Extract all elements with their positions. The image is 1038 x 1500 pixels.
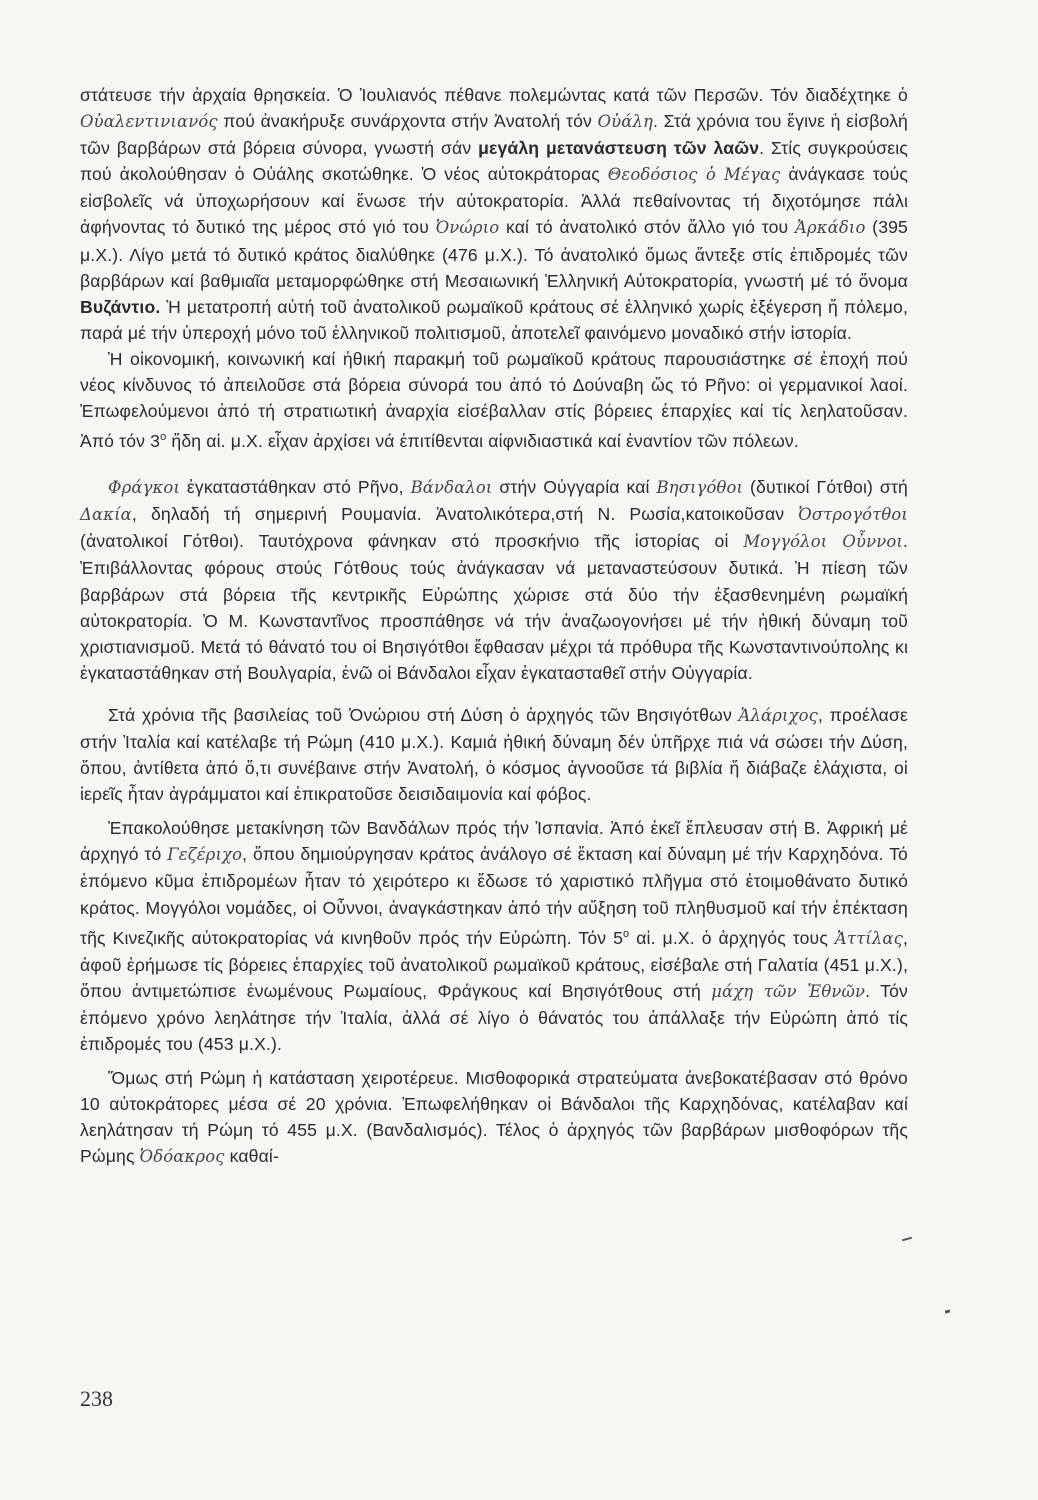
italic-term: Βάνδαλοι <box>410 478 493 498</box>
text-run: , ἀφοῦ ἐρήμωσε τίς βόρειες ἐπαρχίες τοῦ ἀνατολικοῦ ρωμαϊκοῦ κράτους, εἰσέβαλε στή Γαλατία (451 μ.Χ.), ὅπου ἀντιμετώπισε ἑνωμένους Ρωμαίους, Φράγκους καί Βησιγότθους στή <box>80 927 909 1001</box>
bold-term: Βυζάντιο. <box>80 296 161 317</box>
text-run: Στά χρόνια τῆς βασιλείας τοῦ Ὀνώριου στή Δύση ὁ ἀρχηγός τῶν Βησιγότθων <box>108 704 739 725</box>
text-run: (ἀνατολικοί Γότθοι). Ταυτόχρονα φάνηκαν στό προσκήνιο τῆς ἱστορίας οἱ <box>80 531 744 552</box>
bold-term: μεγάλη μετανάστευση τῶν λαῶν <box>478 138 760 159</box>
text-run: Ἡ οἰκονομική, κοινωνική καί ἠθική παρακμή τοῦ ρωμαϊκοῦ κράτους παρουσιάστηκε σέ ἐποχή πού νέος κίνδυνος τό ἀπειλοῦσε στά βόρεια σύνορά του ἀπό τό Δούναβη ὥς τό Ρῆνο: οἱ γερμανικοί λαοί. Ἐπωφελούμενοι ἀπό τή στρατιωτική ἀναρχία εἰσέβαλλαν στίς βόρειες ἐπαρχίες καί τίς λεηλατοῦσαν. Ἀπό τόν 3 <box>80 348 908 452</box>
text-run: , ὅπου δημιούργησαν κράτος ἀνάλογο σέ ἔκταση καί δύναμη μέ τήν Καρχηδόνα. Τό ἑπόμενο κῦμα ἐπιδρομέων ἦταν τό χειρότερο κι ἔδωσε τό χαριστικό πλῆγμα στό ἑτοιμοθάνατο δυτικό κράτος. Μογγόλοι νομάδες, οἱ Οὖννοι, ἀναγκάστηκαν ἀπό τήν αὔξηση τοῦ πληθυσμοῦ καί τήν ἐπέκταση τῆς Κινεζικῆς αὐτοκρατορίας νά κινηθοῦν πρός τήν Εὐρώπη. Τόν 5 <box>80 844 908 948</box>
text-run: Ἡ μετατροπή αὐτή τοῦ ἀνατολικοῦ ρωμαϊκοῦ κράτους σέ ἑλληνικό χωρίς ἐξέγερση ἤ πόλεμο, παρά μέ τήν ὑπεροχή μόνο τοῦ ἑλληνικοῦ πολιτισμοῦ, ἀποτελεῖ φαινόμενο μοναδικό στήν ἱστορία. <box>80 296 908 343</box>
italic-term: Φράγκοι <box>108 478 181 498</box>
text-run: πού ἀνακήρυξε συνάρχοντα στήν Ἀνατολή τόν <box>217 111 598 132</box>
italic-term: Οὐαλεντινιανός <box>80 112 218 132</box>
italic-term: Ἀρκάδιο <box>794 218 866 238</box>
paragraph <box>80 1065 908 1170</box>
italic-term: Ὀδόακρος <box>139 1147 225 1167</box>
italic-term: Γεζέριχο <box>167 845 243 865</box>
italic-term: Ὀνώριο <box>435 218 500 238</box>
paragraph <box>80 815 908 1057</box>
italic-term: Οὐάλη <box>597 112 654 132</box>
text-run: στάτευσε τήν ἀρχαία θρησκεία. Ὁ Ἰουλιανός πέθανε πολεμώντας κατά τῶν Περσῶν. Τόν διαδέχτηκε ὁ <box>80 85 908 105</box>
italic-term: Δακία <box>80 505 132 525</box>
italic-term: Ἀττίλας <box>834 928 903 948</box>
text-run: . Ἐπιβάλλοντας φόρους στούς Γότθους τούς ἀνάγκασαν νά μεταναστεύσουν δυτικά. Ἡ πίεση τῶν βαρβάρων στά βόρεια τῆς κεντρικῆς Εὐρώπης χώρισε στά δύο τήν ἐξασθενημένη ρωμαϊκή αὐτοκρατορία. Ὁ Μ. Κωνσταντῖνος προσπάθησε νά τήν ἀναζωογονήσει μέ τήν ἠθική δύναμη τοῦ χριστιανισμοῦ. Μετά τό θάνατό του οἱ Βησιγότθοι ἔφθασαν μέχρι τά πρόθυρα τῆς Κωνσταντινούπολης κι ἐγκαταστάθηκαν στή Βουλγαρία, ἐνῶ οἱ Βάνδαλοι εἶχαν ἐγκατασταθεῖ στήν Οὐγγαρία. <box>80 531 908 683</box>
text-run: ἐγκαταστάθηκαν στό Ρῆνο, <box>180 477 411 498</box>
scan-mark <box>902 1237 912 1242</box>
text-run: . Στά χρόνια του ἔγινε ἡ εἰσβολή τῶν βαρβάρων στά βόρεια σύνορα, γνωστή σάν <box>80 111 908 159</box>
scan-mark <box>945 1309 951 1313</box>
italic-term: Ὀστρογότθοι <box>798 505 908 525</box>
text-run: . Τόν ἑπόμενο χρόνο λεηλάτησε τήν Ἰταλία, ἀλλά σέ λίγο ὁ θάνατός του ἀπάλλαξε τήν Εὐρώπη ἀπό τίς ἐπιδρομές του (453 μ.Χ.). <box>80 980 908 1054</box>
text-run: καθαί- <box>224 1146 279 1167</box>
paragraph <box>80 82 908 346</box>
text-run: καί τό ἀνατολικό στόν ἄλλο γιό του <box>499 217 795 238</box>
text-run: (395 μ.Χ.). Λίγο μετά τό δυτικό κράτος διαλύθηκε (476 μ.Χ.). Τό ἀνατολικό ὅμως ἄντεξε στίς ἐπιδρομές τῶν βαρβάρων καί βαθμιαῖα μεταμορφώθηκε στή Μεσαιωνική Ἑλληνική Αὐτοκρατορία, γνωστή μέ τό ὄνομα <box>80 217 908 291</box>
text-run: ἤδη αἱ. μ.Χ. εἶχαν ἀρχίσει νά ἐπιτίθενται αἰφνιδιαστικά καί ἐναντίον τῶν πόλεων. <box>166 431 799 452</box>
page-number: 238 <box>80 1386 113 1411</box>
paragraph <box>80 346 908 454</box>
italic-term: Ἀλάριχος <box>738 705 819 725</box>
italic-term: Βησιγόθοι <box>656 478 744 498</box>
italic-term: Μογγόλοι Οὖννοι <box>743 532 903 552</box>
text-run: , προέλασε στήν Ἰταλία καί κατέλαβε τή Ρώμη (410 μ.Χ.). Καμιά ἠθική δύναμη δέν ὑπῆρχε πιά νά σώσει τήν Δύση, ὅπου, ἀντίθετα ἀπό ὅ,τι συνέβαινε στήν Ἀνατολή, ὁ κόσμος ἀγνοοῦσε τά βιβλία ἤ διάβαζε ἐλάχιστα, οἱ ἱερεῖς ἦταν ἀγράμματοι καί ἐπικρατοῦσε δεισιδαιμονία καί φόβος. <box>80 704 908 805</box>
text-run: στήν Οὐγγαρία καί <box>492 477 657 498</box>
page-body <box>80 82 908 1170</box>
text-run: ο <box>623 927 630 940</box>
text-run: ἀνάγκασε τούς εἰσβολεῖς νά ὑποχωρήσουν καί ἕνωσε τήν αὐτοκρατορία. Ἀλλά πεθαίνοντας τή διχοτόμησε πάλι ἀφήνοντας τό δυτικό της μέρος στό γιό του <box>80 164 908 238</box>
text-run: . Στίς συγκρούσεις πού ἀκολούθησαν ὁ Οὐάλης σκοτώθηκε. Ὁ νέος αὐτοκράτορας <box>80 138 908 185</box>
text-run: Ὅμως στή Ρώμη ἡ κατάσταση χειροτέρευε. Μισθοφορικά στρατεύματα ἀνεβοκατέβασαν στό θρόνο 10 αὐτοκράτορες μέσα σέ 20 χρόνια. Ἐπωφελήθηκαν οἱ Βάνδαλοι τῆς Καρχηδόνας, κατέλαβαν καί λεηλάτησαν τή Ρώμη τό 455 μ.Χ. (Βανδαλισμός). Τέλος ὁ ἀρχηγός τῶν βαρβάρων μισθοφόρων τῆς Ρώμης <box>80 1068 908 1167</box>
text-run: Ἐπακολούθησε μετακίνηση τῶν Βανδάλων πρός τήν Ἰσπανία. Ἀπό ἐκεῖ ἔπλευσαν στή Β. Ἀφρική μέ ἀρχηγό τό <box>80 818 908 865</box>
italic-term: μάχη τῶν Ἐθνῶν <box>711 981 866 1001</box>
text-run: ο <box>160 431 167 444</box>
text-run: , δηλαδή τή σημερινή Ρουμανία. Ἀνατολικότερα,στή Ν. Ρωσία,κατοικοῦσαν <box>131 504 799 525</box>
italic-term: Θεοδόσιος ὁ Μέγας <box>607 165 781 185</box>
paragraph <box>80 474 908 686</box>
text-run: (δυτικοί Γότθοι) στή <box>743 477 908 498</box>
paragraph <box>80 702 908 807</box>
text-run: αἱ. μ.Χ. ὁ ἀρχηγός τους <box>629 927 835 948</box>
